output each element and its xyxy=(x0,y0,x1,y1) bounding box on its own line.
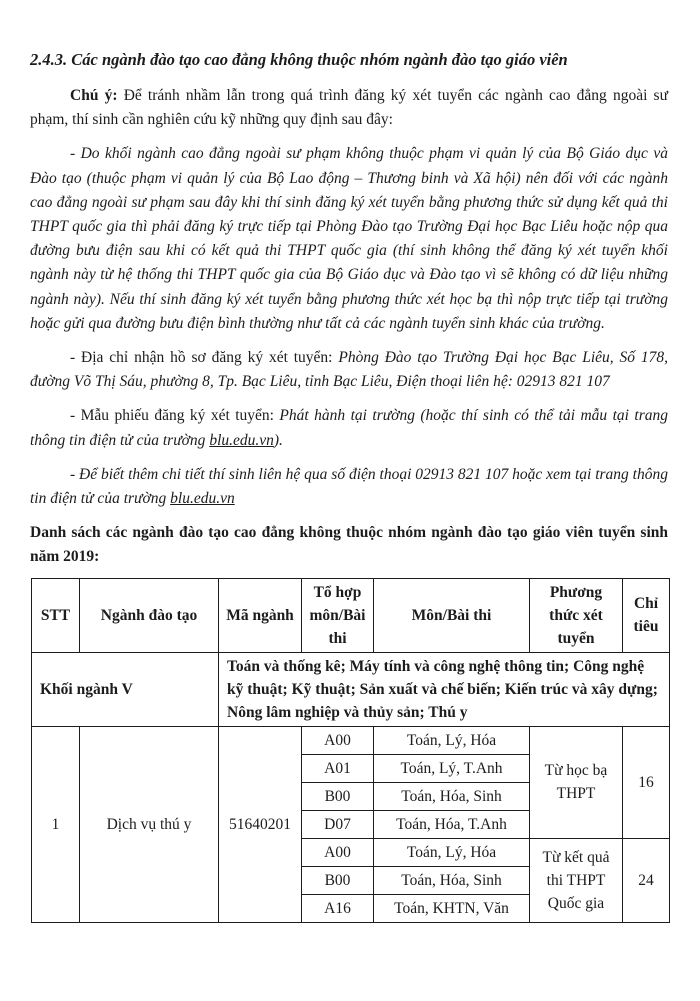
table-row xyxy=(32,726,670,754)
header-mon-bai-thi: Môn/Bài thi xyxy=(374,578,530,652)
form-label: - Mẫu phiếu đăng ký xét tuyển: xyxy=(70,407,280,425)
cell-ma-nganh: 51640201 xyxy=(219,726,302,922)
group-description: Toán và thống kê; Máy tính và công nghệ thông tin; Công nghệ kỹ thuật; Kỹ thuật; Sản xuất và chế biến; Kiến trúc và xây dựng; Nông lâm nghiệp và thủy sản; Thú y xyxy=(219,652,670,726)
note-text: Để tránh nhầm lẫn trong quá trình đăng ký xét tuyển các ngành cao đẳng ngoài sư phạm, thí sinh cần nghiên cứu kỹ những quy định sau đây: xyxy=(30,87,668,129)
cell-method-thptqg: Từ kết quả thi THPT Quốc gia xyxy=(530,838,623,922)
blu-edu-vn-link-contact[interactable]: blu.edu.vn xyxy=(170,490,235,508)
cell-method-hocba: Từ học bạ THPT xyxy=(530,726,623,838)
cell-combo-code: A16 xyxy=(302,894,374,922)
cell-stt: 1 xyxy=(32,726,80,922)
header-nganh-dao-tao: Ngành đào tạo xyxy=(80,578,219,652)
header-phuong-thuc: Phương thức xét tuyển xyxy=(530,578,623,652)
header-stt: STT xyxy=(32,578,80,652)
header-ma-nganh: Mã ngành xyxy=(219,578,302,652)
cell-combo-subjects: Toán, Hóa, Sinh xyxy=(374,782,530,810)
programs-table xyxy=(31,578,670,923)
cell-combo-subjects: Toán, Hóa, T.Anh xyxy=(374,810,530,838)
group-row-khoi-nganh-v xyxy=(32,652,670,726)
form-text: Phát hành tại trường (hoặc thí sinh có thể tải mẫu tại trang thông tin điện tử của trường xyxy=(30,407,668,449)
cell-combo-subjects: Toán, Lý, Hóa xyxy=(374,838,530,866)
form-text-suffix: ). xyxy=(273,431,283,449)
cell-quota-thptqg: 24 xyxy=(623,838,670,922)
cell-combo-subjects: Toán, KHTN, Văn xyxy=(374,894,530,922)
group-label: Khối ngành V xyxy=(32,652,219,726)
contact-text: - Để biết thêm chi tiết thí sinh liên hệ qua số điện thoại 02913 821 107 hoặc xem tại trang thông tin điện tử của trường xyxy=(30,465,668,508)
cell-combo-code: A00 xyxy=(302,838,374,866)
cell-combo-subjects: Toán, Lý, T.Anh xyxy=(374,754,530,782)
paragraph-form xyxy=(30,404,668,452)
address-text: Phòng Đào tạo Trường Đại học Bạc Liêu, Số 178, đường Võ Thị Sáu, phường 8, Tp. Bạc Liêu, tỉnh Bạc Liêu, Điện thoại liên hệ: 02913 821 107 xyxy=(30,349,668,391)
blu-edu-vn-link-form[interactable]: blu.edu.vn xyxy=(209,431,274,449)
section-heading: 2.4.3. Các ngành đào tạo cao đẳng không thuộc nhóm ngành đào tạo giáo viên xyxy=(30,50,568,69)
cell-combo-code: B00 xyxy=(302,782,374,810)
cell-combo-code: B00 xyxy=(302,866,374,894)
table-header-row xyxy=(32,578,670,652)
cell-combo-code: A00 xyxy=(302,726,374,754)
paragraph-contact xyxy=(30,463,668,511)
cell-combo-code: A01 xyxy=(302,754,374,782)
cell-combo-subjects: Toán, Lý, Hóa xyxy=(374,726,530,754)
paragraph-address xyxy=(30,346,668,394)
table-title: Danh sách các ngành đào tạo cao đẳng không thuộc nhóm ngành đào tạo giáo viên tuyển sinh năm 2019: xyxy=(30,524,668,566)
address-label: - Địa chỉ nhận hồ sơ đăng ký xét tuyển: xyxy=(70,349,339,367)
cell-nganh: Dịch vụ thú y xyxy=(80,726,219,922)
cell-combo-code: D07 xyxy=(302,810,374,838)
header-chi-tieu: Chỉ tiêu xyxy=(623,578,670,652)
cell-quota-hocba: 16 xyxy=(623,726,670,838)
header-to-hop: Tổ hợp môn/Bài thi xyxy=(302,578,374,652)
note-paragraph xyxy=(30,84,668,132)
cell-combo-subjects: Toán, Hóa, Sinh xyxy=(374,866,530,894)
note-label: Chú ý: xyxy=(70,87,124,104)
paragraph-management-rule: - Do khối ngành cao đẳng ngoài sư phạm không thuộc phạm vi quản lý của Bộ Giáo dục và Đào tạo (thuộc phạm vi quản lý của Bộ Lao động – Thương binh và Xã hội) nên đối với các ngành cao đẳng ngoài sư phạm sau đây khi thí sinh đăng ký xét tuyển bằng phương thức sử dụng kết quả thi THPT quốc gia thì phải đăng ký trực tiếp tại Phòng Đào tạo Trường Đại học Bạc Liêu hoặc nộp qua đường bưu điện sau khi có kết quả thi THPT quốc gia (thí sinh không thể đăng ký xét tuyển khối ngành này từ hệ thống thi THPT quốc gia của Bộ Giáo dục và Đào tạo vì sẽ không có dữ liệu những ngành này). Nếu thí sinh đăng ký xét tuyển bằng phương thức xét học bạ thì nộp trực tiếp tại trường hoặc gửi qua đường bưu điện bình thường như tất cả các ngành tuyển sinh khác của trường. xyxy=(30,145,668,332)
